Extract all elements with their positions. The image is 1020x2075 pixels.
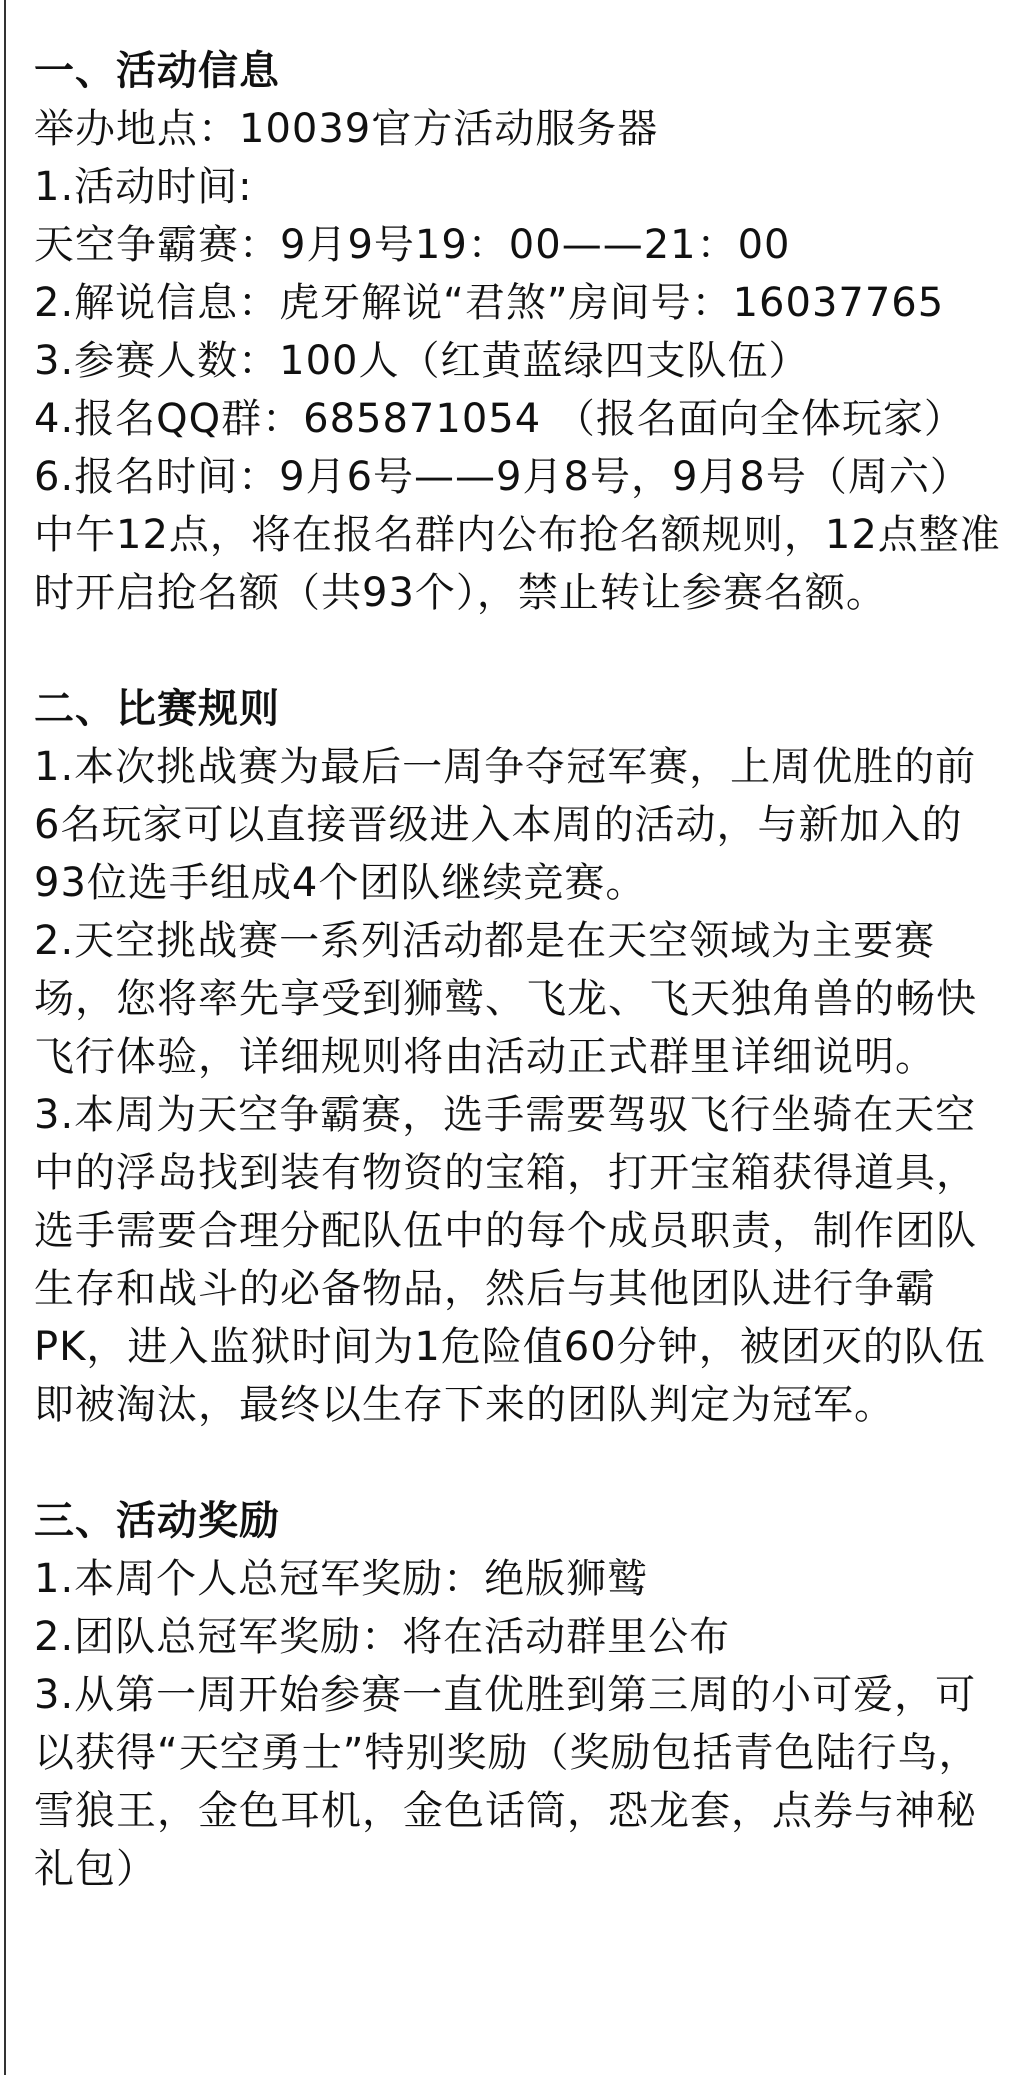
section-event-info xyxy=(34,42,1004,622)
text-line: 1.本周个人总冠军奖励：绝版狮鹫 xyxy=(34,1556,649,1602)
text-line: 雪狼王，金色耳机，金色话筒，恐龙套，点券与神秘 xyxy=(34,1788,977,1834)
text-line: 时开启抢名额（共93个），禁止转让参赛名额。 xyxy=(34,570,887,616)
text-line: 飞行体验，详细规则将由活动正式群里详细说明。 xyxy=(34,1034,936,1080)
text-line: 选手需要合理分配队伍中的每个成员职责，制作团队 xyxy=(34,1208,977,1254)
section-rewards xyxy=(34,1492,1004,1898)
text-line: PK，进入监狱时间为1危险值60分钟，被团灭的队伍 xyxy=(34,1324,986,1370)
text-line: 中的浮岛找到装有物资的宝箱，打开宝箱获得道具， xyxy=(34,1150,977,1196)
left-border-rule xyxy=(4,0,6,2075)
text-line: 2.团队总冠军奖励：将在活动群里公布 xyxy=(34,1614,731,1660)
text-line: 6名玩家可以直接晋级进入本周的活动，与新加入的 xyxy=(34,802,963,848)
section-heading: 一、活动信息 xyxy=(34,48,280,94)
text-line: 3.参赛人数：100人（红黄蓝绿四支队伍） xyxy=(34,338,810,384)
text-line: 即被淘汰，最终以生存下来的团队判定为冠军。 xyxy=(34,1382,895,1428)
section-heading: 三、活动奖励 xyxy=(34,1498,280,1544)
text-line: 礼包） xyxy=(34,1846,157,1892)
text-line: 中午12点，将在报名群内公布抢名额规则，12点整准 xyxy=(34,512,1001,558)
text-line: 3.从第一周开始参赛一直优胜到第三周的小可爱，可 xyxy=(34,1672,977,1718)
text-line: 4.报名QQ群：685871054 （报名面向全体玩家） xyxy=(34,396,965,442)
section-heading: 二、比赛规则 xyxy=(34,686,280,732)
section-competition-rules xyxy=(34,680,1004,1434)
text-line: 1.本次挑战赛为最后一周争夺冠军赛，上周优胜的前 xyxy=(34,744,977,790)
text-line: 3.本周为天空争霸赛，选手需要驾驭飞行坐骑在天空 xyxy=(34,1092,977,1138)
text-line: 6.报名时间：9月6号——9月8号，9月8号（周六） xyxy=(34,454,971,500)
text-line: 2.解说信息：虎牙解说“君煞”房间号：16037765 xyxy=(34,280,945,326)
text-line: 场，您将率先享受到狮鹫、飞龙、飞天独角兽的畅快 xyxy=(34,976,977,1022)
text-line: 生存和战斗的必备物品，然后与其他团队进行争霸 xyxy=(34,1266,936,1312)
text-line: 93位选手组成4个团队继续竞赛。 xyxy=(34,860,647,906)
event-announcement xyxy=(34,42,1004,1898)
text-line: 举办地点：10039官方活动服务器 xyxy=(34,106,659,152)
text-line: 2.天空挑战赛一系列活动都是在天空领域为主要赛 xyxy=(34,918,936,964)
text-line: 以获得“天空勇士”特别奖励（奖励包括青色陆行鸟， xyxy=(34,1730,980,1776)
text-line: 1.活动时间: xyxy=(34,164,253,210)
text-line: 天空争霸赛：9月9号19：00——21：00 xyxy=(34,222,791,268)
